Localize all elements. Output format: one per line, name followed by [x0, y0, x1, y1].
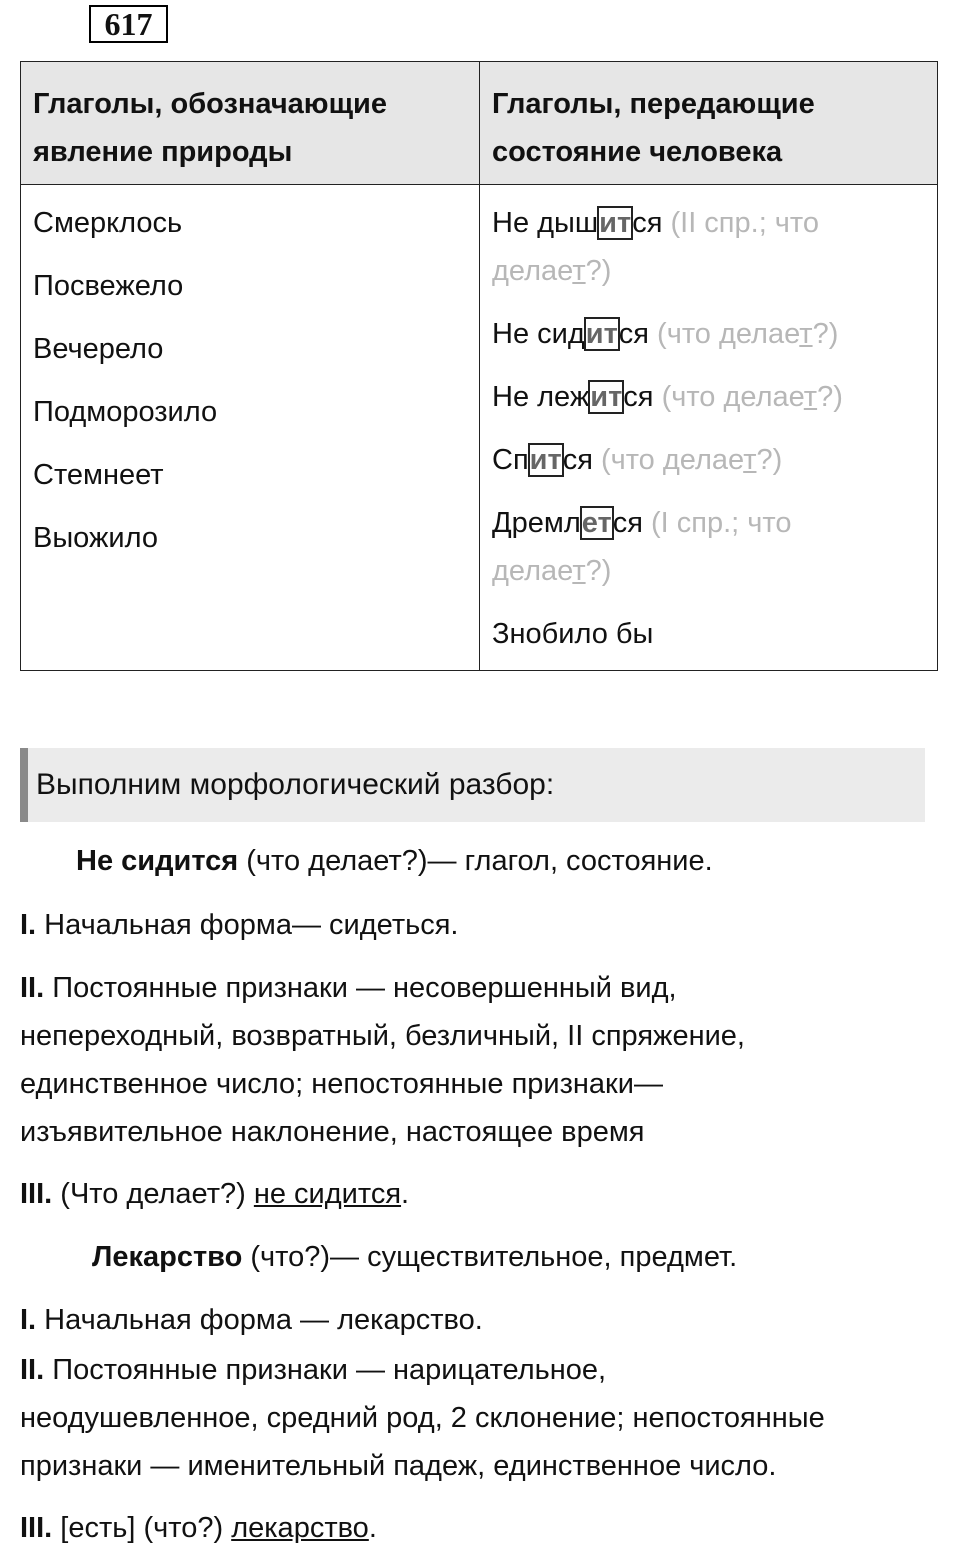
analysis1-point-i — [20, 901, 940, 949]
header-nature-verbs — [21, 62, 480, 185]
point-text: Постоянные признаки — несовершенный вид, — [44, 972, 677, 1004]
underlined-word: не сидится — [253, 1178, 402, 1210]
note-text: (I спр.; что — [642, 507, 792, 539]
point-text: признаки — именительный падеж, единственное число. — [20, 1450, 777, 1482]
header-line: Глаголы, обозначающие — [33, 88, 387, 120]
note-text: (II спр.; что — [662, 207, 820, 239]
state-verb — [492, 436, 925, 484]
state-verb — [492, 310, 925, 358]
note-text: делае — [492, 255, 573, 287]
note-text: ?) — [585, 255, 612, 287]
analysis2-heading — [20, 1233, 940, 1281]
state-verb — [492, 610, 925, 658]
note-text: делае — [492, 555, 573, 587]
analysis-word: Не сидится — [76, 845, 239, 877]
point-text: Начальная форма — лекарство. — [36, 1304, 483, 1336]
note-text: ?) — [817, 381, 843, 413]
verb-note — [649, 318, 838, 350]
verb-note — [593, 444, 782, 476]
note-ending: т — [799, 318, 813, 350]
verb-stem: Дремл — [492, 507, 581, 539]
note-text: (что делае — [649, 318, 800, 350]
analysis-word: Лекарство — [92, 1241, 243, 1273]
point-text: единственное число; непостоянные признаки— — [20, 1068, 663, 1100]
analysis2-point-iii — [20, 1504, 940, 1552]
point-label: II. — [20, 972, 45, 1004]
point-text: неодушевленное, средний род, 2 склонение; непостоянные — [20, 1402, 825, 1434]
exercise-number: 617 — [89, 5, 168, 43]
ending-box: ит — [599, 207, 632, 239]
note-ending: т — [743, 444, 757, 476]
point-text: . — [368, 1512, 377, 1544]
point-label: I. — [20, 909, 37, 941]
analysis1-heading — [20, 837, 940, 885]
point-label: II. — [20, 1354, 45, 1386]
note-ending: т — [572, 255, 586, 287]
nature-verb: Вечерело — [33, 333, 164, 365]
point-text: Постоянные признаки — нарицательное, — [44, 1354, 607, 1386]
point-label: I. — [20, 1304, 37, 1336]
point-text: изъявительное наклонение, настоящее время — [20, 1116, 645, 1148]
verb-stem: Не сид — [492, 318, 585, 350]
analysis1-point-iii — [20, 1170, 940, 1218]
verbs-table — [20, 61, 938, 671]
table-header-row — [21, 62, 938, 185]
nature-verb: Выожило — [33, 522, 158, 554]
analysis2-point-i — [20, 1296, 940, 1344]
ending-box: ит — [529, 444, 562, 476]
point-text: непереходный, возвратный, безличный, II спряжение, — [20, 1020, 745, 1052]
state-verb — [492, 199, 925, 295]
nature-verb: Посвежело — [33, 270, 184, 302]
header-state-verbs — [480, 62, 938, 185]
header-line: состояние человека — [492, 136, 783, 168]
note-text: ?) — [756, 444, 783, 476]
section-title: Выполним морфологический разбор: — [20, 748, 925, 822]
state-verb — [492, 373, 925, 421]
underlined-word: лекарство — [231, 1512, 369, 1544]
verb-suffix: ся — [612, 507, 643, 539]
point-label: III. — [20, 1512, 53, 1544]
ending-box: ет — [581, 507, 612, 539]
header-line: явление природы — [33, 136, 293, 168]
note-text: ?) — [585, 555, 612, 587]
note-text: ?) — [812, 318, 839, 350]
note-text: (что делае — [653, 381, 804, 413]
ending-box: ит — [590, 381, 623, 413]
verb-suffix: ся — [632, 207, 663, 239]
verb-stem: Сп — [492, 444, 529, 476]
analysis1-point-ii — [20, 964, 940, 1156]
state-verbs-cell — [480, 185, 938, 671]
header-line: Глаголы, передающие — [492, 88, 815, 120]
verb-stem: Не дыш — [492, 207, 599, 239]
verb-suffix: ся — [618, 318, 649, 350]
point-text: (Что делает?) — [52, 1178, 254, 1210]
verb-suffix: ся — [562, 444, 593, 476]
analysis-heading-text: (что?)— существительное, предмет. — [242, 1241, 738, 1273]
note-text: (что делае — [592, 444, 744, 476]
ending-box: ит — [585, 318, 618, 350]
point-text: . — [401, 1178, 410, 1210]
note-ending: т — [572, 555, 586, 587]
table-body-row — [21, 185, 938, 671]
point-text: Начальная форма— сидеться. — [36, 909, 459, 941]
point-text: [есть] (что?) — [52, 1512, 232, 1544]
analysis-heading-text: (что делает?)— глагол, состояние. — [238, 845, 713, 877]
nature-verb: Подморозило — [33, 396, 218, 428]
verb-suffix: ся — [623, 381, 654, 413]
note-ending: т — [803, 381, 818, 413]
verb-stem: Не леж — [492, 381, 590, 413]
verb-stem: Знобило бы — [492, 618, 654, 650]
state-verb — [492, 499, 925, 595]
verb-note — [654, 381, 843, 413]
analysis2-point-ii — [20, 1346, 940, 1490]
nature-verbs-cell — [21, 185, 480, 671]
point-label: III. — [20, 1178, 53, 1210]
nature-verb: Смерклось — [33, 207, 183, 239]
nature-verb: Стемнеет — [33, 459, 164, 491]
